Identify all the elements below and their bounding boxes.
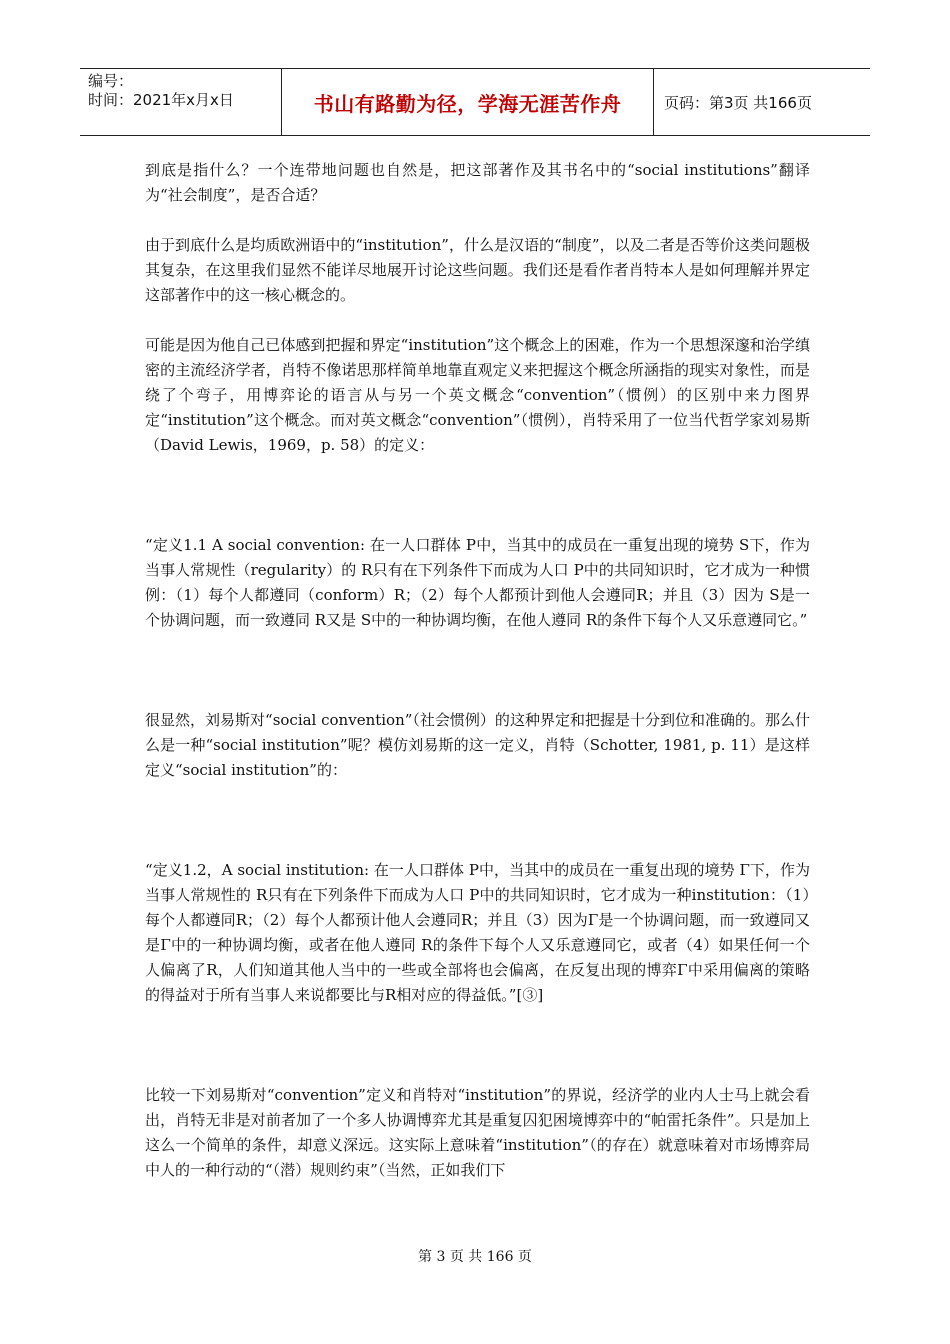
definition-quote: “定义1.2，A social institution: 在一人口群体 P中，当其中的成员在一重复出现的境势 Γ下，作为当事人常规性的 R只有在下列条件下而成为人口 P中的共同知识时，它才成为一种institution：（1）每个人都遵同R；（2）每个人都预计他人会遵同R；并且（3）因为Γ是一个协调问题，而一致遵同又是Γ中的一种协调均衡，或者在他人遵同 R的条件下每个人又乐意遵同它，或者（4）如果任何一个人偏离了R，人们知道其他人当中的一些或全部将也会偏离，在反复出现的博弈Γ中采用偏离的策略的得益对于所有当事人来说都要比与R相对应的得益低。”[③] — [145, 861, 810, 1004]
paragraph: 由于到底什么是均质欧洲语中的“institution”，什么是汉语的“制度”，以及二者是否等价这类问题极其复杂，在这里我们显然不能详尽地展开讨论这些问题。我们还是看作者肖特本人是如何理解并界定这部著作中的这一核心概念的。 — [145, 236, 810, 304]
header-motto: 书山有路勤为径，学海无涯苦作舟 — [313, 91, 622, 116]
header-page-cell — [654, 69, 870, 135]
paragraph: 到底是指什么？一个连带地问题也自然是，把这部著作及其书名中的“social institutions”翻译为“社会制度”，是否合适？ — [145, 161, 810, 204]
paragraph: 可能是因为他自己已体感到把握和界定“institution”这个概念上的困难，作为一个思想深邃和治学缜密的主流经济学者，肖特不像诺思那样简单地靠直观定义来把握这个概念所涵指的现实对象性，而是绕了个弯子，用博弈论的语言从与另一个英文概念“convention”（惯例）的区别中来力图界定“institution”这个概念。而对英文概念“convention”（惯例），肖特采用了一位当代哲学家刘易斯（David Lewis，1969，p. 58）的定义： — [145, 336, 810, 454]
header-page-label: 页码：第3页 共166页 — [664, 93, 812, 112]
header-date-label: 时间：2021年x月x日 — [88, 91, 234, 109]
paragraph: 比较一下刘易斯对“convention”定义和肖特对“institution”的界说，经济学的业内人士马上就会看出，肖特无非是对前者加了一个多人协调博弈尤其是重复囚犯困境博弈中的“帕雷托条件”。只是加上这么一个简单的条件，却意义深远。这实际上意味着“institution”（的存在）就意味着对市场博弈局中人的一种行动的“（潜）规则约束”（当然，正如我们下 — [145, 1086, 810, 1179]
page-footer: 第 3 页 共 166 页 — [418, 1249, 532, 1265]
document-body — [145, 158, 810, 1183]
page-header — [80, 68, 870, 136]
definition-quote: “定义1.1 A social convention: 在一人口群体 P中，当其中的成员在一重复出现的境势 S下，作为当事人常规性（regularity）的 R只有在下列条件下而成为人口 P中的共同知识时，它才成为一种惯例：（1）每个人都遵同（conform）R；（2）每个人都预计到他人会遵同R；并且（3）因为 S是一个协调问题，而一致遵同 R又是 S中的一种协调均衡，在他人遵同 R的条件下每个人又乐意遵同它。” — [145, 536, 810, 629]
header-meta — [80, 69, 282, 135]
paragraph: 很显然，刘易斯对“social convention”（社会惯例）的这种界定和把握是十分到位和准确的。那么什么是一种“social institution”呢？模仿刘易斯的这一定义，肖特（Schotter, 1981, p. 11）是这样定义“social institution”的： — [145, 711, 810, 779]
header-number-label: 编号： — [88, 72, 134, 90]
header-motto-cell — [282, 69, 654, 135]
